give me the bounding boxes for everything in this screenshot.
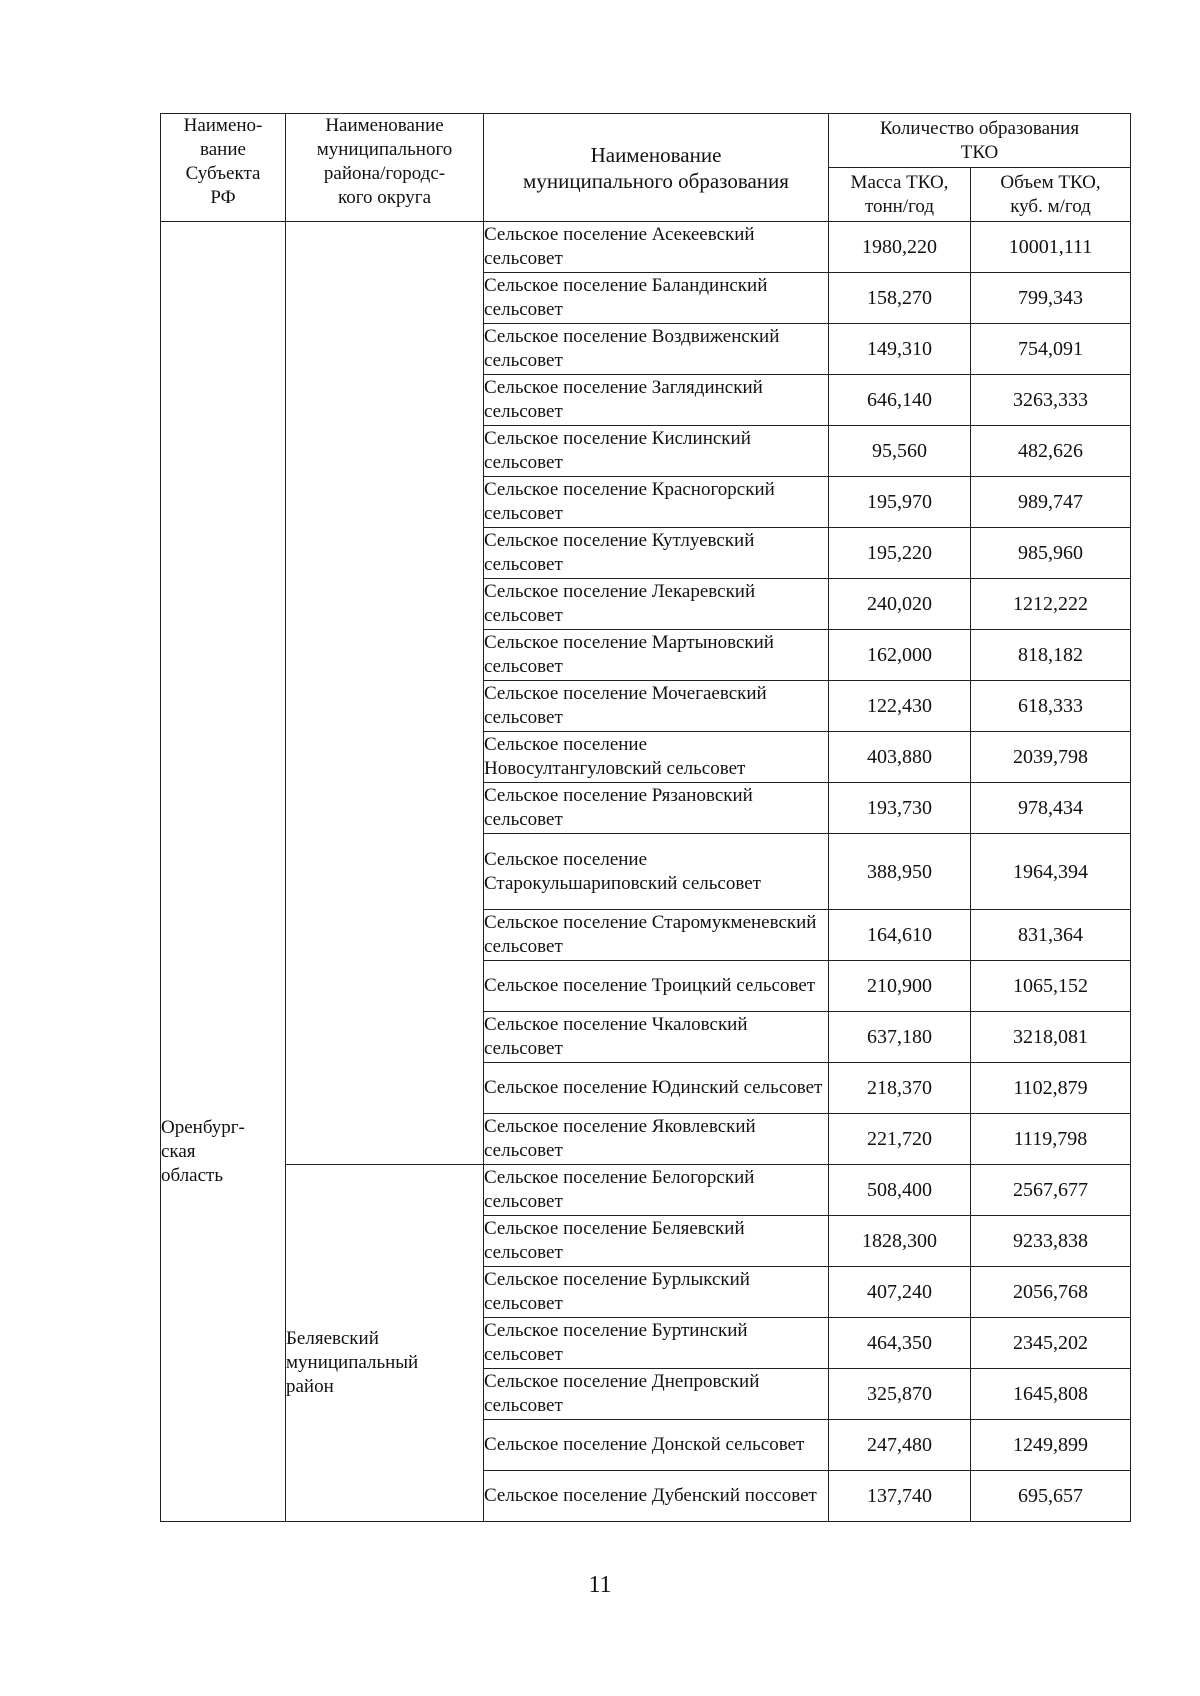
municipality-name: Сельское поселение Лекаревский сельсовет	[484, 579, 829, 630]
municipality-name: Сельское поселение Бурлыкский сельсовет	[484, 1267, 829, 1318]
mass-value: 122,430	[829, 681, 971, 732]
header-subject	[161, 114, 286, 222]
mass-value: 637,180	[829, 1012, 971, 1063]
municipality-name: Сельское поселение Мартыновский сельсовет	[484, 630, 829, 681]
volume-value: 989,747	[971, 477, 1131, 528]
header-district-line: Наименование	[325, 115, 444, 136]
municipality-name: Сельское поселение Чкаловский сельсовет	[484, 1012, 829, 1063]
header-municipality-line: Наименование	[590, 142, 722, 167]
mass-value: 508,400	[829, 1165, 971, 1216]
mass-value: 164,610	[829, 910, 971, 961]
mass-value: 646,140	[829, 375, 971, 426]
municipality-name: Сельское поселение Заглядинский сельсовет	[484, 375, 829, 426]
mass-value: 325,870	[829, 1369, 971, 1420]
subject-line: Оренбург-	[161, 1116, 245, 1138]
municipality-name: Сельское поселение Кутлуевский сельсовет	[484, 528, 829, 579]
table-row	[161, 1165, 1131, 1216]
municipality-name: Сельское поселение Беляевский сельсовет	[484, 1216, 829, 1267]
mass-value: 195,220	[829, 528, 971, 579]
municipality-name: Сельское поселение Мочегаевский сельсовет	[484, 681, 829, 732]
volume-value: 2345,202	[971, 1318, 1131, 1369]
volume-value: 1212,222	[971, 579, 1131, 630]
volume-value: 1645,808	[971, 1369, 1131, 1420]
mass-value: 1980,220	[829, 222, 971, 273]
district-line: Беляевский	[286, 1328, 379, 1349]
page-number: 11	[588, 1572, 612, 1598]
volume-value: 985,960	[971, 528, 1131, 579]
header-district-line: муниципального	[316, 139, 453, 160]
header-subject-line: РФ	[210, 187, 236, 208]
mass-value: 195,970	[829, 477, 971, 528]
header-district-line: кого округа	[337, 187, 432, 208]
municipality-name: Сельское поселение Новосултангуловский сельсовет	[484, 732, 829, 783]
volume-value: 799,343	[971, 273, 1131, 324]
municipality-name: Сельское поселение Старомукменевский сельсовет	[484, 910, 829, 961]
municipality-name: Сельское поселение Воздвиженский сельсовет	[484, 324, 829, 375]
volume-value: 1119,798	[971, 1114, 1131, 1165]
municipality-name: Сельское поселение Старокульшариповский сельсовет	[484, 834, 829, 910]
volume-value: 3263,333	[971, 375, 1131, 426]
district-line: муниципальный	[286, 1352, 419, 1373]
volume-value: 10001,111	[971, 222, 1131, 273]
header-quantity	[829, 114, 1131, 168]
mass-value: 407,240	[829, 1267, 971, 1318]
volume-value: 1065,152	[971, 961, 1131, 1012]
header-subject-line: Субъекта	[185, 163, 261, 184]
subject-cell	[161, 222, 286, 1522]
header-quantity-line: ТКО	[960, 141, 999, 163]
municipality-name: Сельское поселение Днепровский сельсовет	[484, 1369, 829, 1420]
header-mass-line: Масса ТКО,	[850, 171, 949, 193]
mass-value: 240,020	[829, 579, 971, 630]
mass-value: 210,900	[829, 961, 971, 1012]
tko-table	[160, 113, 1131, 1522]
municipality-name: Сельское поселение Баландинский сельсовет	[484, 273, 829, 324]
volume-value: 482,626	[971, 426, 1131, 477]
mass-value: 95,560	[829, 426, 971, 477]
volume-value: 831,364	[971, 910, 1131, 961]
municipality-name: Сельское поселение Рязановский сельсовет	[484, 783, 829, 834]
volume-value: 695,657	[971, 1471, 1131, 1522]
header-municipality	[484, 114, 829, 222]
mass-value: 158,270	[829, 273, 971, 324]
district-cell	[286, 1165, 484, 1522]
municipality-name: Сельское поселение Донской сельсовет	[484, 1420, 829, 1471]
volume-value: 818,182	[971, 630, 1131, 681]
mass-value: 149,310	[829, 324, 971, 375]
volume-value: 2567,677	[971, 1165, 1131, 1216]
subject-line: ская	[161, 1140, 196, 1162]
volume-value: 9233,838	[971, 1216, 1131, 1267]
table-row	[161, 222, 1131, 273]
header-mass	[829, 168, 971, 222]
mass-value: 464,350	[829, 1318, 971, 1369]
mass-value: 193,730	[829, 783, 971, 834]
volume-value: 3218,081	[971, 1012, 1131, 1063]
mass-value: 388,950	[829, 834, 971, 910]
mass-value: 403,880	[829, 732, 971, 783]
municipality-name: Сельское поселение Юдинский сельсовет	[484, 1063, 829, 1114]
municipality-name: Сельское поселение Троицкий сельсовет	[484, 961, 829, 1012]
header-quantity-line: Количество образования	[879, 117, 1080, 139]
header-district-line: района/городс-	[323, 163, 446, 184]
district-cell	[286, 222, 484, 1165]
municipality-name: Сельское поселение Белогорский сельсовет	[484, 1165, 829, 1216]
mass-value: 218,370	[829, 1063, 971, 1114]
mass-value: 137,740	[829, 1471, 971, 1522]
header-volume-line: куб. м/год	[1010, 195, 1091, 217]
mass-value: 162,000	[829, 630, 971, 681]
municipality-name: Сельское поселение Кислинский сельсовет	[484, 426, 829, 477]
volume-value: 978,434	[971, 783, 1131, 834]
municipality-name: Сельское поселение Яковлевский сельсовет	[484, 1114, 829, 1165]
header-subject-line: вание	[200, 139, 246, 160]
header-volume	[971, 168, 1131, 222]
municipality-name: Сельское поселение Дубенский поссовет	[484, 1471, 829, 1522]
municipality-name: Сельское поселение Буртинский сельсовет	[484, 1318, 829, 1369]
mass-value: 221,720	[829, 1114, 971, 1165]
municipality-name: Сельское поселение Асекеевский сельсовет	[484, 222, 829, 273]
volume-value: 754,091	[971, 324, 1131, 375]
header-municipality-line: муниципального образования	[523, 168, 789, 193]
volume-value: 2056,768	[971, 1267, 1131, 1318]
district-line: район	[286, 1376, 334, 1397]
volume-value: 618,333	[971, 681, 1131, 732]
mass-value: 1828,300	[829, 1216, 971, 1267]
header-volume-line: Объем ТКО,	[1000, 171, 1101, 193]
mass-value: 247,480	[829, 1420, 971, 1471]
volume-value: 1249,899	[971, 1420, 1131, 1471]
header-district	[286, 114, 484, 222]
subject-line: область	[161, 1164, 224, 1186]
header-mass-line: тонн/год	[864, 195, 935, 217]
volume-value: 2039,798	[971, 732, 1131, 783]
volume-value: 1964,394	[971, 834, 1131, 910]
volume-value: 1102,879	[971, 1063, 1131, 1114]
header-subject-line: Наимено-	[183, 115, 263, 136]
table-body	[161, 222, 1131, 1522]
municipality-name: Сельское поселение Красногорский сельсовет	[484, 477, 829, 528]
